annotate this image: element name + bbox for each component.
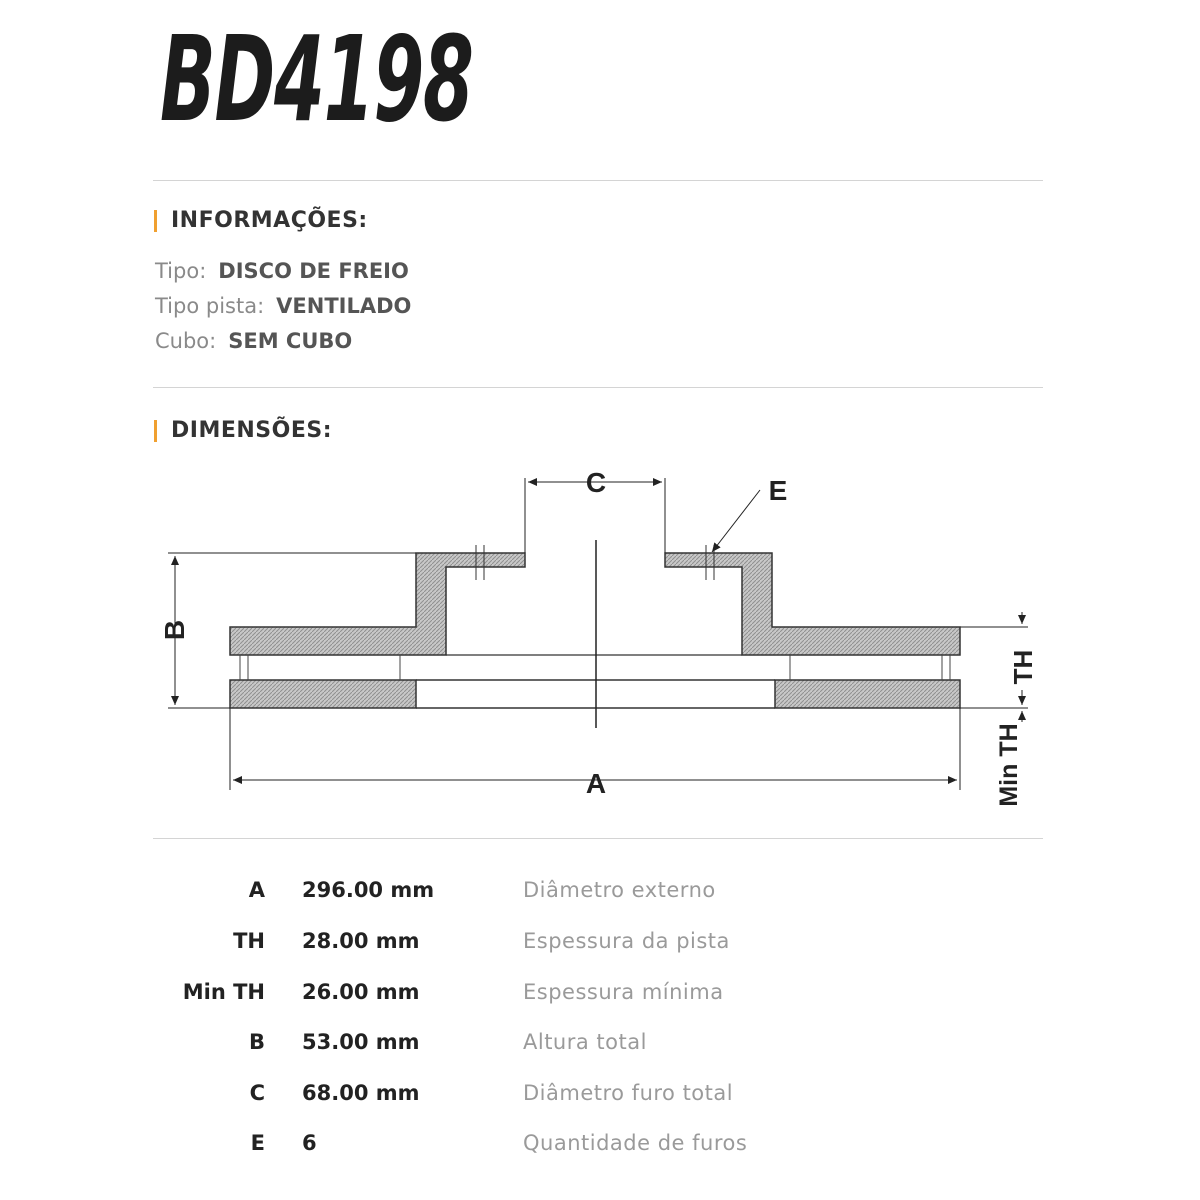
spec-row [0, 1131, 1200, 1171]
spec-row [0, 878, 1200, 918]
dimension-label-min-th: Min TH [995, 723, 1023, 807]
spec-value: 6 [302, 1131, 317, 1155]
info-key: Cubo: [155, 329, 217, 353]
dimension-label-th: TH [1008, 649, 1038, 685]
spec-description: Diâmetro externo [523, 878, 716, 902]
disc-bottom-plate [775, 680, 960, 708]
info-key: Tipo: [155, 259, 207, 283]
spec-description: Espessura mínima [523, 980, 724, 1004]
spec-value: 26.00 mm [302, 980, 420, 1004]
spec-code: E [250, 1131, 265, 1155]
spec-row [0, 980, 1200, 1020]
product-code-title: BD4198 [160, 10, 473, 148]
spec-code: A [248, 878, 265, 902]
spec-code: C [249, 1081, 265, 1105]
info-value: SEM CUBO [228, 329, 353, 353]
spec-value: 296.00 mm [302, 878, 435, 902]
info-value: DISCO DE FREIO [218, 259, 409, 283]
info-key: Tipo pista: [155, 294, 265, 318]
disc-hat-section [665, 553, 960, 655]
spec-code: Min TH [182, 980, 265, 1004]
spec-description: Altura total [523, 1030, 647, 1054]
spec-row [0, 929, 1200, 969]
spec-value: 68.00 mm [302, 1081, 420, 1105]
dimension-label-e: E [768, 475, 788, 506]
spec-row [0, 1030, 1200, 1070]
info-value: VENTILADO [276, 294, 412, 318]
disc-hat-section [230, 553, 525, 655]
info-heading-label: INFORMAÇÕES: [171, 208, 368, 233]
spec-row [0, 1081, 1200, 1121]
spec-description: Diâmetro furo total [523, 1081, 734, 1105]
spec-value: 28.00 mm [302, 929, 420, 953]
dimension-label-b: B [159, 619, 190, 641]
dimension-label-a: A [585, 768, 607, 799]
spec-value: 53.00 mm [302, 1030, 420, 1054]
spec-description: Espessura da pista [523, 929, 730, 953]
divider [153, 838, 1043, 839]
spec-description: Quantidade de furos [523, 1131, 748, 1155]
spec-code: B [248, 1030, 265, 1054]
dimensions-heading-label: DIMENSÕES: [171, 418, 332, 443]
spec-code: TH [233, 929, 265, 953]
dimension-label-c: C [585, 467, 607, 498]
disc-bottom-plate [230, 680, 416, 708]
